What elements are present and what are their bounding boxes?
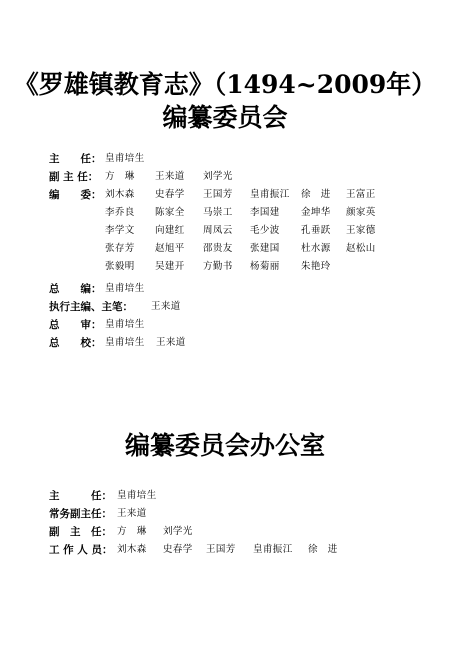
member-name: 李国建 — [250, 207, 280, 218]
member-name: 刘木森 — [117, 544, 147, 555]
row-office-zhuren — [0, 487, 450, 505]
row-bianwei-4 — [0, 240, 450, 258]
member-name: 周凤云 — [203, 225, 233, 236]
member-name: 史春学 — [163, 544, 193, 555]
row-zongjiao — [0, 334, 450, 352]
member-name: 杜水源 — [301, 243, 331, 254]
label-zhuren: 主 任： — [49, 153, 102, 165]
row-bianwei-2 — [0, 204, 450, 222]
row-fuzhuren — [0, 168, 450, 186]
member-name: 王来道 — [156, 337, 186, 348]
member-name: 金坤华 — [301, 207, 331, 218]
committee-heading: 编纂委员会 — [162, 103, 288, 132]
member-name: 王来道 — [117, 508, 147, 519]
member-name: 马崇工 — [203, 207, 233, 218]
member-name: 皇甫培生 — [105, 153, 145, 164]
member-name: 赵旭平 — [155, 243, 185, 254]
label-zongshen: 总 审： — [49, 319, 102, 331]
row-bianwei-1 — [0, 186, 450, 204]
member-name: 吴建开 — [155, 261, 185, 272]
member-name: 张存芳 — [105, 243, 135, 254]
member-name: 皇甫培生 — [105, 283, 145, 294]
row-bianwei-5 — [0, 258, 450, 276]
label-zongbian: 总 编： — [49, 283, 102, 295]
member-name: 方勤书 — [203, 261, 233, 272]
member-name: 孔垂跃 — [301, 225, 331, 236]
member-name: 王家德 — [346, 225, 376, 236]
member-name: 皇甫培生 — [105, 337, 145, 348]
label-zhixing: 执行主编、主笔： — [49, 301, 133, 313]
book-title: 《罗雄镇教育志》（1494~2009年） — [13, 70, 437, 99]
member-name: 刘木森 — [105, 189, 135, 200]
row-zhuren — [0, 150, 450, 168]
row-zhixing — [0, 298, 450, 316]
row-zongbian — [0, 280, 450, 298]
member-name: 皇甫振江 — [250, 189, 290, 200]
label-office-zhuren: 主 任： — [49, 490, 112, 502]
row-bianwei-3 — [0, 222, 450, 240]
row-office-staff — [0, 541, 450, 559]
member-name: 张毅明 — [105, 261, 135, 272]
member-name: 皇甫振江 — [253, 544, 293, 555]
member-name: 刘学光 — [163, 526, 193, 537]
member-name: 刘学光 — [203, 171, 233, 182]
row-office-changwu — [0, 505, 450, 523]
label-office-fuzhuren: 副 主 任： — [49, 526, 112, 538]
member-name: 赵松山 — [346, 243, 376, 254]
member-name: 陈家全 — [155, 207, 185, 218]
member-name: 徐 进 — [308, 544, 338, 555]
row-zongshen — [0, 316, 450, 334]
member-name: 方 琳 — [105, 171, 135, 182]
member-name: 王国芳 — [206, 544, 236, 555]
member-name: 朱艳玲 — [301, 261, 331, 272]
member-name: 李学文 — [105, 225, 135, 236]
member-name: 王来道 — [155, 171, 185, 182]
label-zongjiao: 总 校： — [49, 337, 102, 349]
label-bianwei: 编 委： — [49, 189, 102, 201]
member-name: 王富正 — [346, 189, 376, 200]
member-name: 李乔良 — [105, 207, 135, 218]
member-name: 向建红 — [155, 225, 185, 236]
member-name: 皇甫培生 — [117, 490, 157, 501]
label-fuzhuren: 副 主 任： — [49, 171, 99, 183]
member-name: 颜家英 — [346, 207, 376, 218]
label-office-changwu: 常务副主任： — [49, 508, 112, 520]
member-name: 毛少波 — [250, 225, 280, 236]
member-name: 方 琳 — [117, 526, 147, 537]
row-office-fuzhuren — [0, 523, 450, 541]
member-name: 史春学 — [155, 189, 185, 200]
member-name: 王国芳 — [203, 189, 233, 200]
label-office-staff: 工 作 人 员： — [49, 544, 113, 556]
member-name: 王来道 — [151, 301, 181, 312]
member-name: 邵贵友 — [203, 243, 233, 254]
member-name: 皇甫培生 — [105, 319, 145, 330]
member-name: 徐 进 — [301, 189, 331, 200]
office-heading: 编纂委员会办公室 — [124, 431, 325, 460]
member-name: 杨菊丽 — [250, 261, 280, 272]
member-name: 张建国 — [250, 243, 280, 254]
